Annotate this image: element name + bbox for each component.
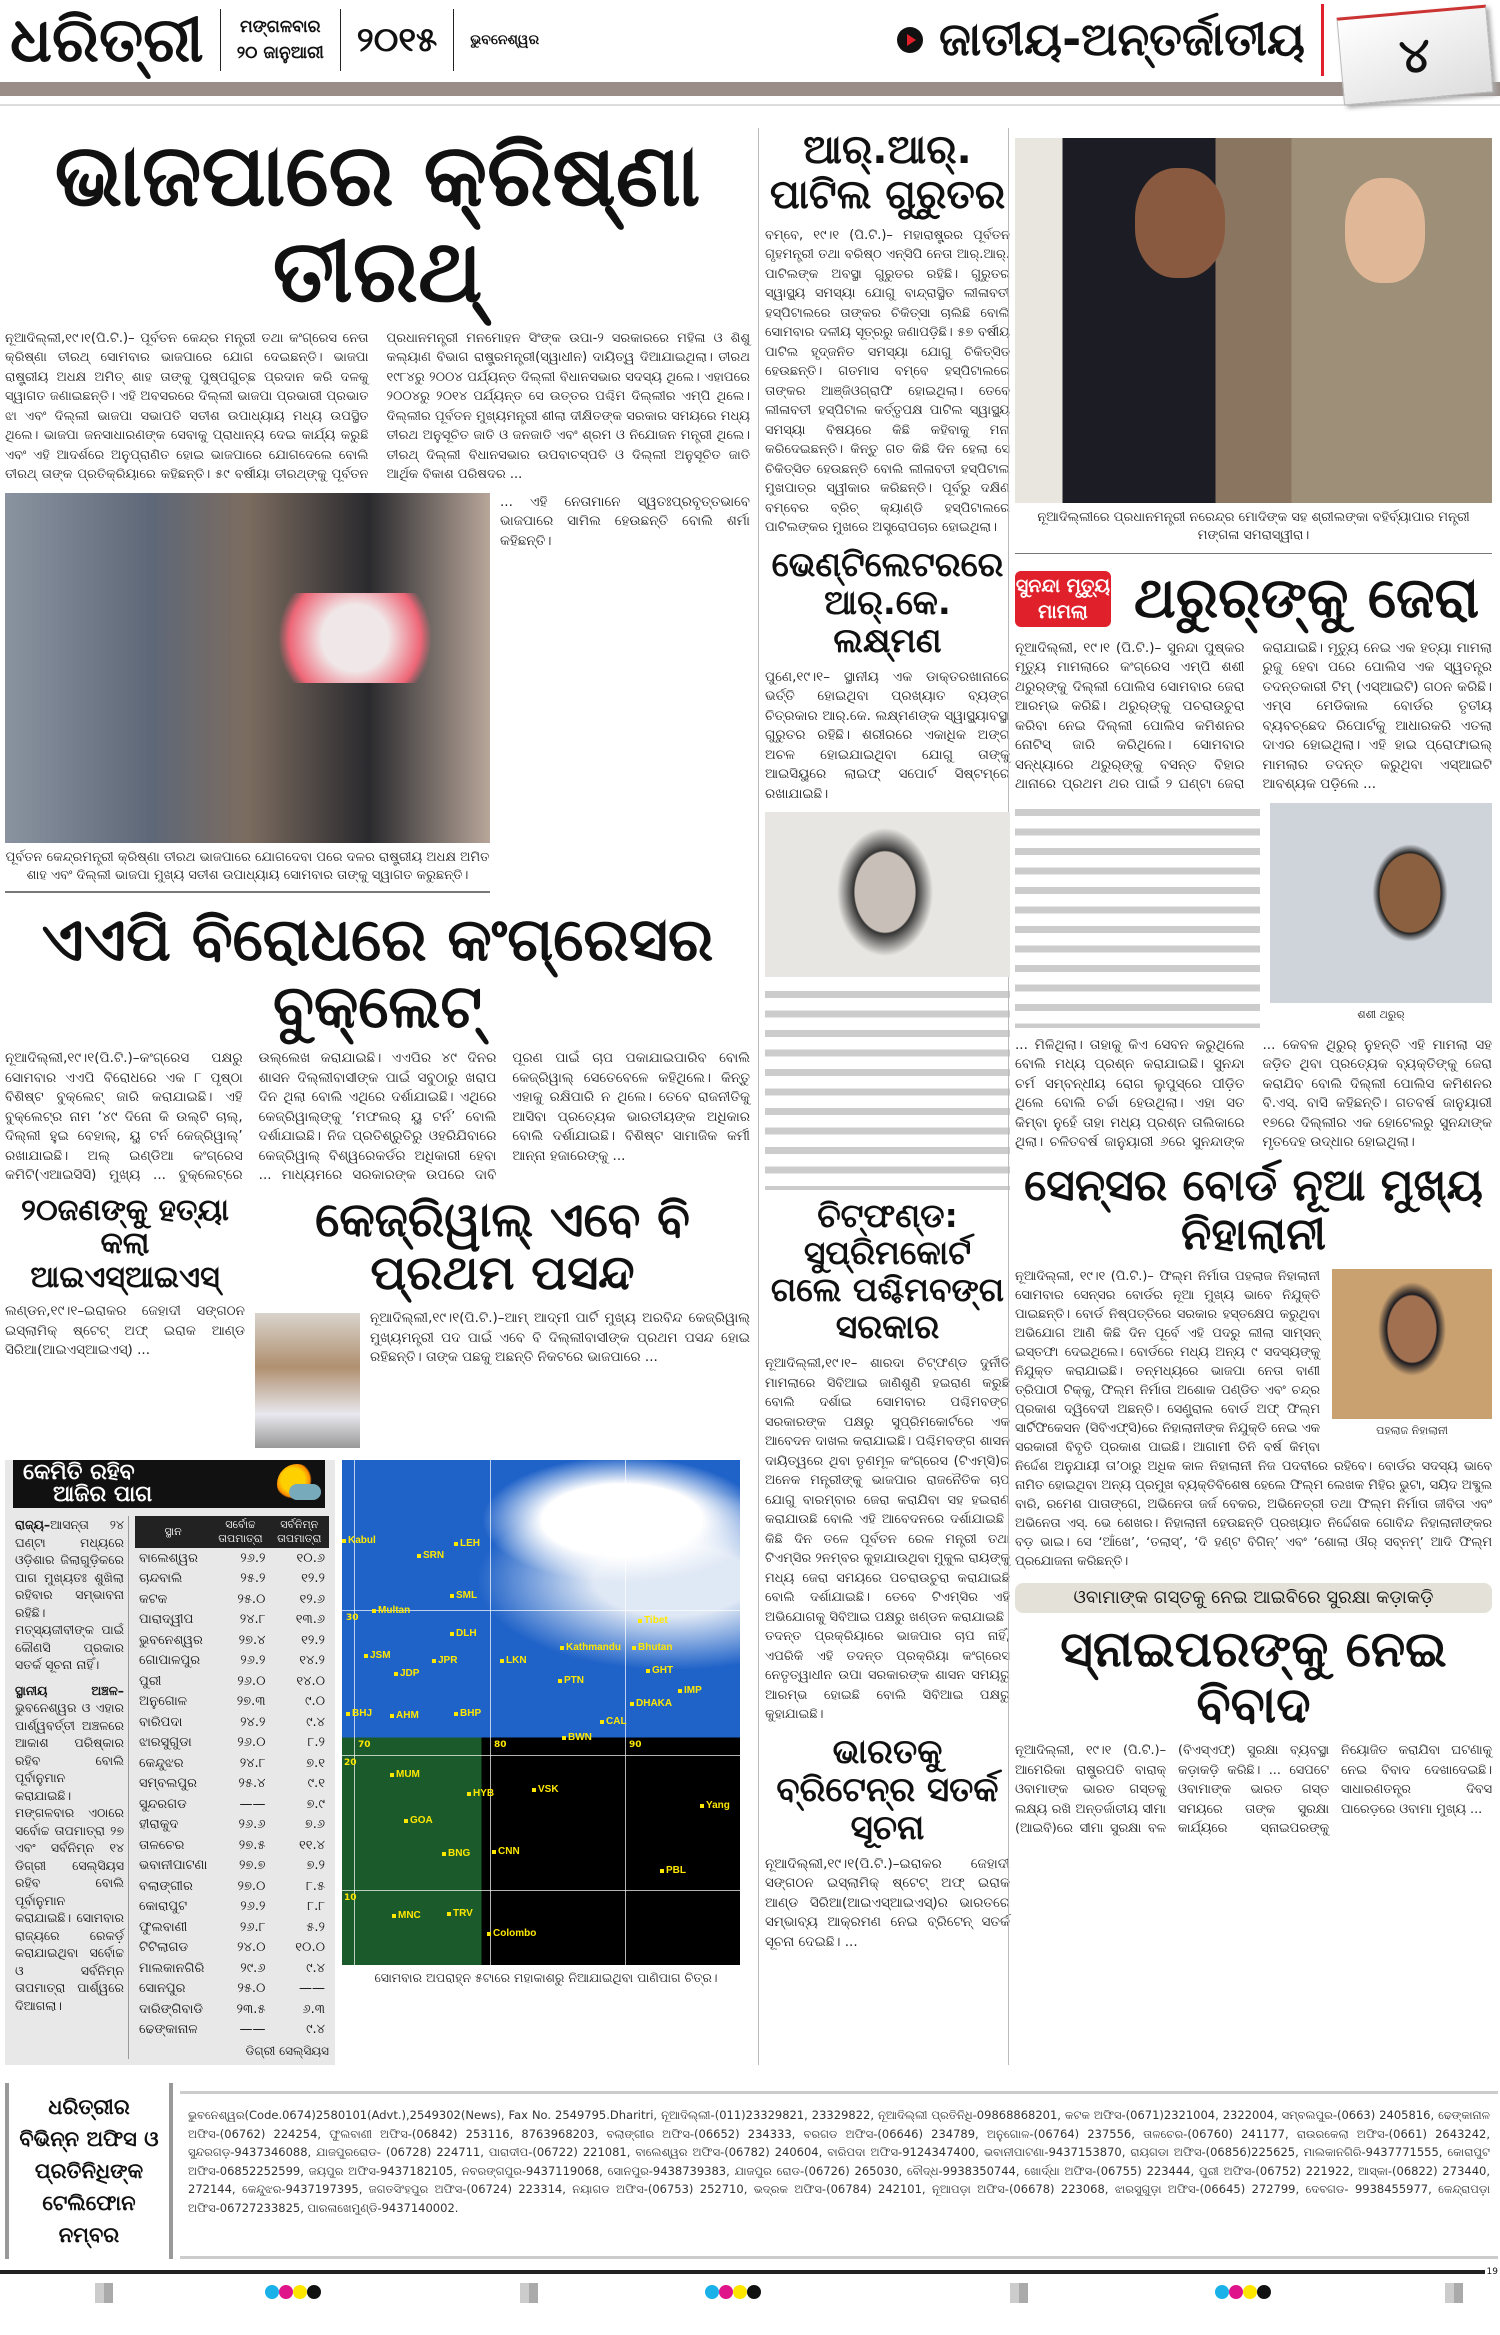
map-city-label: CAL bbox=[600, 1716, 627, 1728]
weather-min: ୧୨.୬ bbox=[299, 1591, 325, 1607]
article-isis: ଲଣ୍ଡନ,୧୯।୧–ଇରାକର ଜେହାଦୀ ସଙ୍ଗଠନ ଇସ୍‌ଲାମିକ୍ ଷ୍ଟେଟ୍ ଅଫ୍ ଇରାକ ଆଣ୍ଡ ସିରିଆ(ଆଇଏସ୍ଆଇଏସ୍) ... bbox=[5, 1303, 245, 1359]
weather-max: ୨୫.୦ bbox=[237, 1591, 266, 1607]
map-city-label: Bhutan bbox=[632, 1642, 672, 1654]
photo-kejriwal bbox=[255, 1313, 360, 1448]
weather-row bbox=[135, 1856, 329, 1877]
map-grid-label: 70 bbox=[358, 1740, 371, 1750]
map-city-label: HYB bbox=[467, 1788, 494, 1800]
weekday: ମଙ୍ଗଳବାର bbox=[240, 17, 321, 37]
color-registration-dot bbox=[1243, 2285, 1257, 2299]
weather-row bbox=[135, 1589, 329, 1610]
weather-row bbox=[135, 1651, 329, 1672]
map-city-label: Kabul bbox=[342, 1535, 376, 1547]
photo-nihalani bbox=[1332, 1269, 1492, 1419]
weather-row bbox=[135, 1774, 329, 1795]
weather-max: ୨୪.୦ bbox=[237, 1940, 266, 1956]
weather-row bbox=[135, 1979, 329, 2000]
headline-tirath: ଭାଜପାରେ କ୍ରିଷ୍ଣା ତୀରଥ୍ bbox=[54, 126, 701, 323]
weather-min: ୯.୪ bbox=[306, 1960, 325, 1976]
weather-min: ୧୪.୦ bbox=[296, 1673, 325, 1689]
color-registration-dot bbox=[265, 2285, 279, 2299]
map-city-label: DLH bbox=[450, 1628, 477, 1640]
weather-place: ଅନୁଗୋଳ bbox=[139, 1694, 188, 1710]
masthead-underline bbox=[0, 104, 1500, 106]
footer bbox=[5, 2083, 1498, 2259]
left-column bbox=[5, 128, 750, 2065]
weather-max: —— bbox=[239, 2022, 266, 2038]
folio: 19 bbox=[1486, 2267, 1498, 2277]
article-censor: ନୂଆଦିଲ୍ଲୀ, ୧୯।୧ (ପି.ଟି.)– ଫିଲ୍ମ ନିର୍ମାତା ପହଲାଜ ନିହାଲାନୀ ସୋମବାର ସେନ୍‌ସର ବୋର୍ଡର ନୂଆ ମୁଖ୍ୟ ଭାବେ ନିଯୁକ୍ତି ପାଇଛନ୍ତି। ବୋର୍ଡ ନିଷ୍ପତ୍ତିରେ ସରକାର ହସ୍ତକ୍ଷେପ କରୁଥିବା ଅଭିଯୋଗ ଆଣି କିଛି ଦିନ ପୂର୍ବେ ଏହି ପଦରୁ ଲୀଲା ସାମ୍‌ସନ୍ ଇସ୍ତଫା ଦେଇଥିଲେ। ବୋର୍ଡରେ ମଧ୍ୟ ଅନ୍ୟ ୯ ସଦସ୍ୟଙ୍କୁ ନିଯୁକ୍ତ କରାଯାଇଛି। ତନ୍ମଧ୍ୟରେ ଭାଜପା ନେତା ବାଣୀ ତ୍ରିପାଠୀ ଟିକ୍କୁ, ଫିଲ୍ମ ନିର୍ମାତା ଅଶୋକ ପଣ୍ଡିତ ଏବଂ ଚନ୍ଦ୍ର ପ୍ରକାଶ ଦ୍ୱିବେଦୀ ଅଛନ୍ତି। ସେଣ୍ଟ୍ରାଲ ବୋର୍ଡ ଅଫ୍ ଫିଲ୍ମ ସାର୍ଟିଫିକେସନ (ସିବିଏଫ୍‌ସି)ରେ ନିହାଲାନୀଙ୍କ ନିଯୁକ୍ତି ନେଇ ଏକ ସରକାରୀ ବିବୃତି ପ୍ରକାଶ ପାଇଛି। ଆଗାମୀ ତିନି ବର୍ଷ କିମ୍ବା ନିର୍ଦ୍ଦେଶ ଅନୁଯାୟୀ ତା’ଠାରୁ ଅଧିକ କାଳ ନିହାଲାନୀ ନିଜ ପଦବୀରେ ରହିବେ। ବୋର୍ଡର ସଦସ୍ୟ ଭାବେ ନାମିତ ହୋଇଥିବା ଅନ୍ୟ ପ୍ରମୁଖ ବ୍ୟକ୍ତିବିଶେଷ ହେଲେ ଫିଲ୍ମ ଲେଖକ ମିହିର ଭୁଟା, ସୟିଦ ଅବ୍ଦୁଲ ବାରି, ରମେଶ ପାତାଙ୍ଗେ, ଅଭିନେତା ଜର୍ଜ ବେକର, ଅଭିନେତ୍ରୀ ତଥା ଫିଲ୍ମ ନିର୍ମାତା ଜୀବିତା ଏବଂ ଅଭିନେତା ଏସ୍. ଭେ ଶେଖର। ନିହାଲାନୀ ହେଉଛନ୍ତି ପ୍ରଖ୍ୟାତ ନିର୍ଦ୍ଦେଶକ ଗୋବିନ୍ଦ ନିହାଲାନୀଙ୍କର ବଡ଼ ଭାଇ। ସେ ‘ଆଁଖେ’, ‘ତଲାସ୍’, ‘ଦି ହଣ୍ଟ ବିଗିନ୍’ ଏବଂ ‘ଶୋଲା ଔର୍ ସବ୍‌ନମ୍’ ଆଦି ଫିଲ୍ମ ପ୍ରଯୋଜନା କରିଛନ୍ତି। bbox=[1015, 1269, 1492, 1570]
weather-place: ବଲାଙ୍ଗୀର bbox=[139, 1878, 193, 1894]
article-patil: ବମ୍ବେ, ୧୯।୧ (ପି.ଟି.)– ମହାରାଷ୍ଟ୍ରର ପୂର୍ବତନ ଗୃହମନ୍ତ୍ରୀ ତଥା ବରିଷ୍ଠ ଏନ୍‌ସିପି ନେତା ଆର୍.ଆର୍. ପାଟିଲଙ୍କ ଅବସ୍ଥା ଗୁରୁତର ରହିଛି। ଗୁରୁତର ସ୍ୱାସ୍ଥ୍ୟ ସମସ୍ୟା ଯୋଗୁ ବାନ୍ଦ୍ରାସ୍ଥିତ ଲୀଳାବତୀ ହସ୍ପିଟାଲରେ ତାଙ୍କର ଚିକିତ୍ସା ଚାଲିଛି ବୋଲି ସୋମବାର ଦଳୀୟ ସୂତ୍ରରୁ ଜଣାପଡ଼ିଛି। ୫୭ ବର୍ଷୀୟ ପାଟିଲ ହୃଦ୍‌ଜନିତ ସମସ୍ୟା ଯୋଗୁ ଚିକିତ୍ସିତ ହେଉଛନ୍ତି। ଗତମାସ ବମ୍ବେ ହସ୍ପିଟାଲରେ ତାଙ୍କର ଆଞ୍ଜିଓଗ୍ରାଫି ହୋଇଥିଲା। ତେବେ ଲୀଳାବତୀ ହସ୍ପିଟାଲ କର୍ତ୍ତୃପକ୍ଷ ପାଟିଲ ସ୍ୱାସ୍ଥ୍ୟ ସମସ୍ୟା ବିଷୟରେ କିଛି କହିବାକୁ ମନା କରିଦେଇଛନ୍ତି। କିନ୍ତୁ ଗତ କିଛି ଦିନ ହେଲା ସେ ଚିକିତ୍ସିତ ହେଉଛନ୍ତି ବୋଲି ଲୀଳାବତୀ ହସ୍ପିଟାଲ ମୁଖପାତ୍ର ସ୍ୱୀକାର କରିଛନ୍ତି। ପୂର୍ବରୁ ଦକ୍ଷିଣ ବମ୍ବେର ବ୍ରିଚ୍ କ୍ୟାଣ୍ଡି ହସ୍ପିଟାଲରେ ପାଟିଲଙ୍କର ମୁଖରେ ଅସ୍ତ୍ରୋପଚାର ହୋଇଥିଲା। bbox=[765, 227, 1010, 536]
weather-min: ୧୩.୬ bbox=[295, 1612, 325, 1628]
footer-title: ଧରିତ୍ରୀର ବିଭିନ୍ନ ଅଫିସ ଓ ପ୍ରତିନିଧିଙ୍କ ଟେଲିଫୋନ ନମ୍ବର bbox=[19, 2095, 159, 2247]
right-column bbox=[1008, 128, 1492, 2065]
weather-row bbox=[135, 1794, 329, 1815]
color-registration-dot bbox=[733, 2285, 747, 2299]
weather-min: —— bbox=[299, 1981, 325, 1997]
weather-min: ୧୪.୨ bbox=[299, 1653, 325, 1669]
weather-max: ୨୭.୭ bbox=[238, 1858, 266, 1874]
weather-row bbox=[135, 1815, 329, 1836]
weather-place: ପୁରୀ bbox=[139, 1673, 162, 1689]
map-city-label: Kathmandu bbox=[560, 1642, 621, 1654]
headline-britain: ଭାରତକୁ ବ୍ରିଟେନ୍‌ର ସତର୍କ ସୂଚନା bbox=[776, 1731, 999, 1848]
weather-place: ଫୁଲବାଣୀ bbox=[139, 1919, 188, 1935]
weather-place: ପାରାଦ୍ୱୀପ bbox=[139, 1612, 194, 1628]
weather-place: ମାଲକାନଗିରି bbox=[139, 1960, 205, 1976]
weather-max: ୨୬.୨ bbox=[240, 1550, 266, 1566]
weather-min: ୭.୯ bbox=[306, 1796, 325, 1812]
divider bbox=[220, 9, 221, 71]
photo-tirath-shah bbox=[5, 493, 490, 843]
weather-max: ୨୬.୮ bbox=[239, 1919, 266, 1935]
weather-place: ସମ୍ବଲପୁର bbox=[139, 1776, 197, 1792]
headline-censor: ସେନ୍‌ସର ବୋର୍ଡ ନୂଆ ମୁଖ୍ୟ ନିହାଲାନୀ bbox=[1024, 1159, 1483, 1260]
weather-min: ୮.୫ bbox=[305, 1878, 325, 1894]
weather-max: ୨୫.୨ bbox=[240, 1571, 266, 1587]
map-city-label: SRN bbox=[417, 1550, 444, 1562]
weather-max: ୨୪.୮ bbox=[239, 1755, 266, 1771]
color-registration-dot bbox=[705, 2285, 719, 2299]
map-city-label: BNG bbox=[442, 1848, 470, 1860]
map-city-label: PTN bbox=[558, 1675, 584, 1687]
map-city-label: GHT bbox=[646, 1665, 673, 1677]
weather-place: ଢେଙ୍କାନାଳ bbox=[139, 2022, 198, 2038]
map-city-label: LKN bbox=[500, 1655, 527, 1667]
article-laxman-continued bbox=[765, 985, 1010, 1190]
weather-row bbox=[135, 1835, 329, 1856]
divider bbox=[340, 9, 341, 71]
local-forecast: ଭୁବନେଶ୍ୱର ଓ ଏହାର ପାର୍ଶ୍ୱବର୍ତ୍ତୀ ଅଞ୍ଚଳରେ ଆକାଶ ପରିଷ୍କାର ରହିବ ବୋଲି ପୂର୍ବାନୁମାନ କରାଯାଇଛି। ମଙ୍ଗଳବାର ଏଠାରେ ସର୍ବୋଚ୍ଚ ତାପମାତ୍ରା ୨୭ ଏବଂ ସର୍ବନିମ୍ନ ୧୪ ଡିଗ୍ରୀ ସେଲ୍‌ସିୟସ ରହିବ ବୋଲି ପୂର୍ବାନୁମାନ କରାଯାଇଛି। ସୋମବାର ରାଜ୍ୟରେ ରେକର୍ଡ଼ କରାଯାଇଥିବା ସର୍ବୋଚ୍ଚ ଓ ସର୍ବନିମ୍ନ ତାପମାତ୍ରା ପାର୍ଶ୍ୱରେ ଦିଆଗଲା। bbox=[15, 1700, 124, 2013]
bottom-rule bbox=[0, 2270, 1485, 2274]
map-city-label: DHAKA bbox=[630, 1698, 672, 1710]
weather-max: ୨୫.୪ bbox=[238, 1776, 266, 1792]
page-body bbox=[0, 128, 1500, 2065]
section-title: ଜାତୀୟ-ଅନ୍ତର୍ଜାତୀୟ bbox=[939, 12, 1305, 67]
weather-place: କେନ୍ଦୁଝର bbox=[139, 1755, 184, 1771]
weather-row bbox=[135, 1548, 329, 1569]
photo-caption-nihalani: ପହଲାଜ ନିହାଲାନୀ bbox=[1376, 1424, 1448, 1438]
weather-row bbox=[135, 1630, 329, 1651]
map-grid-label: 30 bbox=[346, 1613, 359, 1623]
weather-max: ୨୬.୦ bbox=[237, 1673, 266, 1689]
weather-min: ୭.୬ bbox=[304, 1817, 325, 1833]
weather-row bbox=[135, 1917, 329, 1938]
map-grid-label: 10 bbox=[344, 1893, 357, 1903]
sunanda-tag: ସୁନନ୍ଦା ମୃତ୍ୟୁ ମାମଲା bbox=[1015, 571, 1111, 627]
weather-min: ୭.୧ bbox=[306, 1755, 325, 1771]
map-city-label: Multan bbox=[372, 1605, 410, 1617]
weather-row bbox=[135, 1999, 329, 2020]
weather-max: ୨୭.୪ bbox=[238, 1632, 266, 1648]
map-city-label: JPR bbox=[432, 1655, 457, 1667]
weather-place: ଭବାନୀପାଟଣା bbox=[139, 1858, 208, 1874]
headline-tharoor: ଥରୁର୍‌ଙ୍କୁ ଜେରା bbox=[1133, 566, 1480, 631]
map-city-label: GOA bbox=[404, 1815, 433, 1827]
weather-max: ୨୭.୦ bbox=[237, 1878, 266, 1894]
weather-max: ୨୭.୫ bbox=[238, 1837, 266, 1853]
photo-laxman bbox=[765, 812, 1010, 977]
map-city-label: JDP bbox=[394, 1668, 419, 1680]
weather-place: କୋରାପୁଟ bbox=[139, 1899, 188, 1915]
date: ୨୦ ଜାନୁଆରୀ bbox=[236, 43, 324, 63]
edition-city: ଭୁବନେଶ୍ୱର bbox=[470, 32, 540, 48]
weather-max: ୨୫.୦ bbox=[237, 1981, 266, 1997]
weather-place: କଟକ bbox=[139, 1591, 168, 1607]
headline-patil: ଆର୍.ଆର୍. ପାଟିଲ ଗୁରୁତର bbox=[769, 127, 1006, 218]
weather-row bbox=[135, 1671, 329, 1692]
registration-mark bbox=[520, 2283, 538, 2303]
weather-max: ୨୩.୫ bbox=[236, 2001, 266, 2017]
color-registration-dot bbox=[1257, 2285, 1271, 2299]
weather-max: ୨୭.୩ bbox=[236, 1694, 266, 1710]
weather-min: ୧୨.୨ bbox=[301, 1571, 325, 1587]
weather-max: ୨୬.୨ bbox=[240, 1653, 266, 1669]
headline-chitfund: ଚିଟ୍‌ଫଣ୍ଡ: ସୁପ୍ରିମକୋର୍ଟ ଗଲେ ପଶ୍ଚିମବଙ୍ଗ ସରକାର bbox=[770, 1196, 1005, 1347]
map-city-label: SML bbox=[450, 1590, 477, 1602]
weather-min: ୧୦.୬ bbox=[296, 1550, 325, 1566]
registration-mark bbox=[1010, 2283, 1028, 2303]
weather-min: ୧୨.୨ bbox=[301, 1632, 325, 1648]
weather-row bbox=[135, 1897, 329, 1918]
weather-title-bar bbox=[13, 1460, 325, 1508]
map-city-label: BHP bbox=[454, 1708, 481, 1720]
map-city-label: JSM bbox=[364, 1650, 391, 1662]
headline-kejriwal: କେଜ୍‌ରିୱାଲ୍ ଏବେ ବି ପ୍ରଥମ ପସନ୍ଦ bbox=[315, 1191, 690, 1302]
divider bbox=[1321, 4, 1324, 76]
registration-mark bbox=[95, 2283, 113, 2303]
photo-caption-tharoor: ଶଶୀ ଥରୁର୍ bbox=[1357, 1007, 1405, 1021]
photo-tharoor bbox=[1270, 803, 1492, 1003]
photo-caption-modi: ନୂଆଦିଲ୍ଲୀରେ ପ୍ରଧାନମନ୍ତ୍ରୀ ନରେନ୍ଦ୍ର ମୋଦିଙ୍କ ସହ ଶ୍ରୀଲଙ୍କା ବହିର୍ବ୍ୟାପାର ମନ୍ତ୍ରୀ ମଙ୍ଗଳା ସମରାସ୍ୱୀରା। bbox=[1037, 510, 1470, 543]
weather-row bbox=[135, 1753, 329, 1774]
office-contacts bbox=[180, 2091, 1498, 2259]
map-gridline bbox=[342, 1890, 740, 1891]
article-kejriwal: ନୂଆଦିଲ୍ଲୀ,୧୯।୧(ପି.ଟି.)–ଆମ୍ ଆଦ୍‌ମୀ ପାର୍ଟି ମୁଖ୍ୟ ଅରବିନ୍ଦ କେଜ୍‌ରିୱାଲ୍ ମୁଖ୍ୟମନ୍ତ୍ରୀ ପଦ ପାଇଁ ଏବେ ବି ଦିଲ୍ଲୀବାସୀଙ୍କ ପ୍ରଥମ ପସନ୍ଦ ହୋଇ ରହିଛନ୍ତି। ତାଙ୍କ ପଛକୁ ଅଛନ୍ତି ନିକଟରେ ଭାଜପାରେ ... bbox=[370, 1310, 750, 1365]
weather-max: ୨୯.୬ bbox=[240, 1960, 266, 1976]
article-tirath: ନୂଆଦିଲ୍ଲୀ,୧୯।୧(ପି.ଟି.)– ପୂର୍ବତନ କେନ୍ଦ୍ର ମନ୍ତ୍ରୀ ତଥା କଂଗ୍ରେସ ନେତା କ୍ରିଷ୍ଣା ତୀରଥ୍ ସୋମବାର ଭାଜପାରେ ଯୋଗ ଦେଇଛନ୍ତି। ଭାଜପା ରାଷ୍ଟ୍ରୀୟ ଅଧକ୍ଷ ଅମିତ୍ ଶାହ ତାଙ୍କୁ ପୁଷ୍ପଗୁଚ୍ଛ ପ୍ରଦାନ କରି ଦଳକୁ ସ୍ୱାଗତ ଜଣାଇଛନ୍ତି। ଏହି ଅବସରରେ ଦିଲ୍ଲୀ ଭାଜପା ପ୍ରଭାରୀ ପ୍ରଭାତ ଝା ଏବଂ ଦିଲ୍ଲୀ ଭାଜପା ସଭାପତି ସତୀଶ ଉପାଧ୍ୟାୟ ମଧ୍ୟ ଉପସ୍ଥିତ ଥିଲେ। ଭାଜପା ଜନସାଧାରଣଙ୍କ ସେବାକୁ ପ୍ରାଧାନ୍ୟ ଦେଇ କାର୍ଯ୍ୟ କରୁଛି ଏବଂ ଏହି ଆଦର୍ଶରେ ଅନୁପ୍ରାଣିତ ହୋଇ ଭାଜପାରେ ଯୋଗଦେଲେ ବୋଲି ତୀରଥ୍ ତାଙ୍କ ପ୍ରତିକ୍ରିୟାରେ କହିଛନ୍ତି। ୫୯ ବର୍ଷୀୟା ତୀରଥ୍‌ଙ୍କୁ ପୂର୍ବତନ ପ୍ରଧାନମନ୍ତ୍ରୀ ମନମୋହନ ସିଂଙ୍କ ଉପା-୨ ସରକାରରେ ମହିଳା ଓ ଶିଶୁ କଲ୍ୟାଣ ବିଭାଗ ରାଷ୍ଟ୍ରମନ୍ତ୍ରୀ(ସ୍ୱାଧୀନ) ଦାୟିତ୍ୱ ଦିଆଯାଇଥିଲା। ତୀରଥ ୧୯୮୪ରୁ ୨୦୦୪ ପର୍ଯ୍ୟନ୍ତ ଦିଲ୍ଲୀ ବିଧାନସଭାର ସଦସ୍ୟ ଥିଲେ। ଏହାପରେ ୨୦୦୪ରୁ ୨୦୧୪ ପର୍ଯ୍ୟନ୍ତ ସେ ଉତ୍ତର ପଶ୍ଚିମ ଦିଲ୍ଲୀର ଏମ୍‌ପି ଥିଲେ। ଦିଲ୍ଲୀର ପୂର୍ବତନ ମୁଖ୍ୟମନ୍ତ୍ରୀ ଶୀଲା ଦୀକ୍ଷିତଙ୍କ ସରକାର ସମୟରେ ମଧ୍ୟ ତୀରଥ ଅନୁସୂଚିତ ଜାତି ଓ ଜନଜାତି ଏବଂ ଶ୍ରମ ଓ ନିଯୋଜନ ମନ୍ତ୍ରୀ ଥିଲେ। ତୀରଥ୍ ଦିଲ୍ଲୀ ବିଧାନସଭାର ଉପବାଚସ୍ପତି ଓ ଦିଲ୍ଲୀ ଅନୁସୂଚିତ ଜାତି ଆର୍ଥିକ ବିକାଶ ପରିଷଦର ... bbox=[5, 330, 750, 483]
map-city-label: TRV bbox=[447, 1908, 473, 1920]
article-tharoor: ନୂଆଦିଲ୍ଲୀ, ୧୯।୧ (ପି.ଟି.)– ସୁନନ୍ଦା ପୁଷ୍କର ମୃତ୍ୟୁ ମାମଲାରେ କଂଗ୍ରେସ ଏମ୍‌ପି ଶଶୀ ଥରୁର୍‌ଙ୍କୁ ଦିଲ୍ଲୀ ପୋଲିସ ସୋମବାର ଜେରା ଆରମ୍ଭ କରିଛି। ଥରୁର୍‌ଙ୍କୁ ପଚରାଉଚୁରା କରିବା ନେଇ ଦିଲ୍ଲୀ ପୋଲିସ କମିଶନର ନୋଟିସ୍ ଜାରି କରିଥିଲେ। ସୋମବାର ସନ୍ଧ୍ୟାରେ ଥରୁର୍‌ଙ୍କୁ ବସନ୍ତ ବିହାର ଥାନାରେ ପ୍ରଥମ ଥର ପାଇଁ ୨ ଘଣ୍ଟା ଜେରା କରାଯାଇଛି। ମୃତ୍ୟୁ ନେଇ ଏକ ହତ୍ୟା ମାମଲା ରୁଜୁ ହେବା ପରେ ପୋଲିସ ଏକ ସ୍ୱତନ୍ତ୍ର ତଦନ୍ତକାରୀ ଟିମ୍ (ଏସ୍ଆଇଟି) ଗଠନ କରିଛି। ଏମ୍ସ ମେଡିକାଲ ବୋର୍ଡର ତୃତୀୟ ବ୍ୟବଚ୍ଛେଦ ରିପୋର୍ଟକୁ ଆଧାରକରି ଏତଲା ଦାଏର ହୋଇଥିଲା। ଏହି ହାଇ ପ୍ରୋଫାଇଲ୍ ମାମଲାର ତଦନ୍ତ କରୁଥିବା ଏସ୍ଆଇଟି ଆବଶ୍ୟକ ପଡ଼ିଲେ ... bbox=[1015, 639, 1492, 793]
sun-cloud-icon bbox=[277, 1464, 317, 1504]
map-city-label: IMP bbox=[678, 1685, 702, 1697]
page-number-badge bbox=[1336, 5, 1493, 106]
map-gridline bbox=[342, 1755, 740, 1756]
weather-text bbox=[5, 1516, 129, 2059]
map-city-label: Colombo bbox=[487, 1928, 536, 1940]
weather-place: ଦାରିଙ୍ଗିବାଡି bbox=[139, 2001, 203, 2017]
weather-place: ସୁନ୍ଦରଗଡ bbox=[139, 1796, 187, 1812]
weather-place: ଗୋପାଳପୁର bbox=[139, 1653, 201, 1669]
color-registration-dot bbox=[1215, 2285, 1229, 2299]
play-icon bbox=[897, 27, 923, 53]
map-city-label: LEH bbox=[454, 1538, 480, 1550]
weather-place: ଚାନ୍ଦବାଲି bbox=[139, 1571, 183, 1587]
weather-place: ଝାରସୁଗୁଡା bbox=[139, 1735, 192, 1751]
article-tharoor-continued: ... ମିଳିଥିଲା। ତାହାକୁ କିଏ ସେବନ କରୁଥିଲେ ବୋଲି ମଧ୍ୟ ପ୍ରଶ୍ନ କରାଯାଇଛି। ସୁନନ୍ଦା ଚର୍ମ ସମ୍ବନ୍ଧୀୟ ରୋଗ ଲୁପୁସ୍‌ରେ ପୀଡ଼ିତ ଥିଲେ ବୋଲି ଚର୍ଚ୍ଚା ହେଉଥିଲା। ଏହା ସତ କିମ୍ବା ନୁହେଁ ତାହା ମଧ୍ୟ ପ୍ରଶ୍ନ ତାଲିକାରେ ଥିଲା। ଚଳିତବର୍ଷ ଜାନୁୟାରୀ ୬ରେ ସୁନନ୍ଦାଙ୍କ ... କେବଳ ଥିରୁର୍ ନୁହନ୍ତି ଏହି ମାମଲା ସହ ଜଡ଼ିତ ଥିବା ପ୍ରତ୍ୟେକ ବ୍ୟକ୍ତିଙ୍କୁ ଜେରା କରାଯିବ ବୋଲି ଦିଲ୍ଲୀ ପୋଲିସ କମିଶନର ବି.ଏସ୍. ବାସି କହିଛନ୍ତି। ଗତବର୍ଷ ଜାନୁୟାରୀ ୧୭ରେ ଦିଲ୍ଲୀର ଏକ ହୋଟେଲରୁ ସୁନନ୍ଦାଙ୍କ ମୃତଦେହ ଉଦ୍ଧାର ହୋଇଥିଲା। bbox=[1015, 1036, 1492, 1151]
weather-row bbox=[135, 1692, 329, 1713]
masthead-bar bbox=[0, 82, 1500, 96]
weather-min: ୬.୩ bbox=[302, 2001, 325, 2017]
map-city-label: BHJ bbox=[346, 1708, 372, 1720]
map-gridline bbox=[490, 1460, 491, 1965]
map-city-label: Tibet bbox=[638, 1615, 668, 1627]
map-city-label: MNC bbox=[392, 1910, 421, 1922]
col-place: ସ୍ଥାନ bbox=[135, 1516, 211, 1548]
weather-min: ୯.୦ bbox=[304, 1694, 325, 1710]
weather-place: ତାଳଚେର bbox=[139, 1837, 185, 1853]
temperature-unit: ଡିଗ୍ରୀ ସେଲ୍‌ସିୟସ bbox=[245, 2044, 329, 2058]
weather-min: ୭.୨ bbox=[306, 1858, 325, 1874]
article-booklet: ନୂଆଦିଲ୍ଲୀ,୧୯।୧(ପି.ଟି.)–କଂଗ୍ରେସ ପକ୍ଷରୁ ସୋମବାର ଏଏପି ବିରୋଧରେ ଏକ ୮ ପୃଷ୍ଠା ବିଶିଷ୍ଟ ବୁକ୍‌ଲେଟ୍ ଜାରି କରାଯାଇଛି। ଏହି ବୁକ୍‌ଲେଟ୍‌ର ନାମ ‘୪୯ ଦିନୋ କି ଉଲ୍‌ଟି ଚାଲ୍, ଦିଲ୍ଲୀ ହୁଇ ବେହାଲ୍, ୟୁ ଟର୍ନ କେଜ୍‌ରିୱାଲ୍’ ରଖାଯାଇଛି। ଅଲ୍ ଇଣ୍ଡିଆ କଂଗ୍ରେସ କମିଟି(ଏଆଇସିସି) ମୁଖ୍ୟ ... ବୁକ୍‌ଲେଟ୍‌ରେ ଉଲ୍ଲେଖ କରାଯାଇଛି। ଏଏପିର ୪୯ ଦିନର ଶାସନ ଦିଲ୍ଲୀବାସୀଙ୍କ ପାଇଁ ସବୁଠାରୁ ଖରାପ ଦିନ ଥିଲା ବୋଲି ଏଥିରେ ଦର୍ଶାଯାଇଛି। ଏଥିରେ କେଜ୍‌ରିୱାଲ୍‌ଙ୍କୁ ‘ମଫଲର୍ ୟୁ ଟର୍ନ’ ବୋଲି ଦର୍ଶାଯାଇଛି। ନିଜ ପ୍ରତିଶ୍ରୁତିରୁ ଓହରିଯିବାରେ କେଜ୍‌ରିୱାଲ୍ ବିଶ୍ୱରେକର୍ଡର ଅଧିକାରୀ ହେବା ... ମାଧ୍ୟମରେ ସରକାରଙ୍କ ଉପରେ ଦାବି ପୂରଣ ପାଇଁ ଚାପ ପକାଯାଇପାରିବ ବୋଲି କେଜ୍‌ରିୱାଲ୍ ସେତେବେଳେ କହିଥିଲେ। କିନ୍ତୁ ଏହାକୁ ରକ୍ଷିପାରି ନ ଥିଲେ। ତେବେ ରାଜନୀତିକୁ ଆସିବା ପ୍ରତ୍ୟେକ ଭାରତୀୟଙ୍କ ଅଧିକାର ବୋଲି ଦର୍ଶାଯାଇଛି। ବିଶିଷ୍ଟ ସାମାଜିକ କର୍ମୀ ଆନ୍ନା ହଜାରେଙ୍କୁ ... bbox=[5, 1050, 750, 1183]
col-max: ସର୍ବୋଚ୍ଚ ତାପମାତ୍ରା bbox=[211, 1516, 269, 1548]
obama-banner: ଓବାମାଙ୍କ ଗସ୍ତକୁ ନେଇ ଆଇବିରେ ସୁରକ୍ଷା କଡ଼ାକଡ଼ି bbox=[1015, 1583, 1492, 1613]
weather-place: ହୀରାକୁଦ bbox=[139, 1817, 179, 1833]
temperature-table bbox=[135, 1516, 329, 2040]
map-caption: ସୋମବାର ଅପରାହ୍ନ ୫ଟାରେ ମହାକାଶରୁ ନିଆଯାଇଥିବା ପାଣିପାଗ ଚିତ୍ର। bbox=[374, 1970, 718, 1985]
state-label: ରାଜ୍ୟ– bbox=[15, 1517, 51, 1532]
weather-place: ସୋନପୁର bbox=[139, 1981, 186, 1997]
weather-place: ଭୁବନେଶ୍ୱର bbox=[139, 1632, 203, 1648]
map-city-label: CNN bbox=[492, 1846, 520, 1858]
map-city-label: Yang bbox=[700, 1800, 730, 1812]
photo-modi-samaraweera bbox=[1015, 138, 1492, 503]
article-laxman: ପୁଣେ,୧୯।୧– ସ୍ଥାନୀୟ ଏକ ଡାକ୍ତରଖାନାରେ ଭର୍ତ୍ତି ହୋଇଥିବା ପ୍ରଖ୍ୟାତ ବ୍ୟଙ୍ଗ ଚିତ୍ରକାର ଆର୍.କେ. ଲକ୍ଷ୍ମଣଙ୍କ ସ୍ୱାସ୍ଥ୍ୟାବସ୍ଥା ଗୁରୁତର ରହିଛି। ଶରୀରରେ ଏକାଧିକ ଅଙ୍ଗ ଅଚଳ ହୋଇଯାଇଥିବା ଯୋଗୁ ତାଙ୍କୁ ଆଇସିୟୁରେ ଲାଇଫ୍ ସପୋର୍ଟ ସିଷ୍ଟମ୍‌ରେ ରଖାଯାଇଛି। bbox=[765, 668, 1010, 802]
map-city-label: BWN bbox=[562, 1732, 592, 1744]
weather-min: ୯.୧ bbox=[307, 1776, 325, 1792]
weather-min: ୯.୪ bbox=[306, 1714, 325, 1730]
article-tirath-continued: ... ଏହି ନେତାମାନେ ସ୍ୱତଃପ୍ରବୃତ୍ତଭାବେ ଭାଜପାରେ ସାମିଲ ହେଉଛନ୍ତି ବୋଲି ଶର୍ମା କହିଛନ୍ତି। bbox=[500, 493, 750, 549]
headline-sniper: ସ୍ନାଇପରଙ୍କୁ ନେଇ ବିବାଦ bbox=[1060, 1620, 1447, 1735]
article-chitfund: ନୂଆଦିଲ୍ଲୀ,୧୯।୧– ଶାରଦା ଚିଟ୍‌ଫଣ୍ଡ ଦୁର୍ନୀତି ମାମଲାରେ ସିବିଆଇ ଜାଣିଶୁଣି ହଇରାଣ କରୁଛି ବୋଲି ଦର୍ଶାଇ ସୋମବାର ପଶ୍ଚିମବଙ୍ଗ ସରକାରଙ୍କ ପକ୍ଷରୁ ସୁପ୍ରିମକୋର୍ଟରେ ଏକ ଆବେଦନ ଦାଖଲ କରାଯାଇଛି। ପଶ୍ଚିମବଙ୍ଗ ଶାସନ ଦାୟିତ୍ୱରେ ଥିବା ତୃଣମୂଳ କଂଗ୍ରେସ (ଟିଏମ୍‌ସି)ର ଅନେକ ମନ୍ତ୍ରୀଙ୍କୁ ଭାଜପାର ରାଜନୈତିକ ଚାପ ଯୋଗୁ ବାରମ୍ବାର ଜେରା କରାଯିବା ସହ ହଇରାଣ କରାଯାଉଛି ବୋଲି ଏହି ଆବେଦନରେ ଦର୍ଶାଯାଇଛି। କିଛି ଦିନ ତଳେ ପୂର୍ବତନ ରେଳ ମନ୍ତ୍ରୀ ତଥା ଟିଏମ୍‌ସିର ୨ନମ୍ବର କୁହାଯାଉଥିବା ମୁକୁଲ ରାୟଙ୍କୁ ମଧ୍ୟ ଜେରା ସମୟରେ ପଚରାଉଚୁରା କରାଯାଇଛି ବୋଲି ଦର୍ଶାଯାଇଛି। ତେବେ ଟିଏମ୍‌ସିର ଏହି ଅଭିଯୋଗକୁ ସିବିଆଇ ପକ୍ଷରୁ ଖଣ୍ଡନ କରାଯାଇଛି। ତଦନ୍ତ ପ୍ରକ୍ରିୟାରେ ଭାଜପାର ଚାପ ନାହିଁ, ଏପରିକି ଏହି ତଦନ୍ତ ପ୍ରକ୍ରିୟା କଂଗ୍ରେସ ନେତୃତ୍ୱାଧୀନ ଉପା ସରକାରଙ୍କ ଶାସନ ସମୟରୁ ଆରମ୍ଭ ହୋଇଛି ବୋଲି ସିବିଆଇ ପକ୍ଷରୁ କୁହାଯାଇଛି। bbox=[765, 1356, 1010, 1723]
weather-row bbox=[135, 1610, 329, 1631]
newspaper-logo: ଧରିତ୍ରୀ bbox=[10, 3, 204, 77]
map-city-label: AHM bbox=[390, 1710, 419, 1722]
map-city-label: VSK bbox=[532, 1784, 559, 1796]
weather-max: ୨୪.୨ bbox=[240, 1714, 266, 1730]
weather-row bbox=[135, 1958, 329, 1979]
weather-place: ଟିଟିଲାଗଡ bbox=[139, 1940, 189, 1956]
divider bbox=[453, 9, 454, 71]
weather-title-2: ଆଜିର ପାଗ bbox=[53, 1482, 153, 1507]
state-forecast: ଆସନ୍ତା ୨୪ ଘଣ୍ଟା ମଧ୍ୟରେ ଓଡ଼ିଶାର ଜିଲାଗୁଡ଼ିକରେ ପାଗ ମୁଖ୍ୟତଃ ଶୁଖିଲା ରହିବାର ସମ୍ଭାବନା ରହିଛି। ମତ୍ସ୍ୟଜୀବୀଙ୍କ ପାଇଁ କୌଣସି ପ୍ରକାର ସତର୍କ ସୂଚନା ନାହିଁ। bbox=[15, 1517, 124, 1672]
map-grid-label: 90 bbox=[629, 1740, 642, 1750]
weather-min: ୧୦.୦ bbox=[295, 1940, 325, 1956]
color-registration-dot bbox=[719, 2285, 733, 2299]
weather-box bbox=[5, 1460, 335, 2065]
weather-title-1: କେମିତି ରହିବ bbox=[23, 1460, 135, 1485]
weather-max: ୨୬.୬ bbox=[238, 1817, 266, 1833]
color-registration-dot bbox=[279, 2285, 293, 2299]
article-tharoor-left bbox=[1015, 803, 1260, 1028]
weather-min: ୯.୪ bbox=[306, 2022, 325, 2038]
weather-row bbox=[135, 1569, 329, 1590]
divider bbox=[1015, 553, 1492, 554]
weather-min: ୮.୮ bbox=[307, 1899, 325, 1915]
weather-min: ୫.୨ bbox=[306, 1919, 325, 1935]
divider bbox=[5, 891, 490, 893]
weather-row bbox=[135, 1733, 329, 1754]
footer-title-box bbox=[5, 2083, 173, 2259]
color-registration-dot bbox=[293, 2285, 307, 2299]
headline-booklet: ଏଏପି ବିରୋଧରେ କଂଗ୍ରେସର ବୁକ୍‌ଲେଟ୍ bbox=[41, 904, 714, 1042]
satellite-map bbox=[342, 1460, 740, 1965]
headline-isis: ୨୦ଜଣଙ୍କୁ ହତ୍ୟା କଲା ଆଇଏସ୍ଆଇଏସ୍ bbox=[21, 1192, 229, 1295]
middle-column bbox=[758, 128, 1010, 2065]
weather-max: —— bbox=[239, 1796, 266, 1812]
col-min: ସର୍ବନିମ୍ନ ତାପମାତ୍ରା bbox=[269, 1516, 329, 1548]
weather-row bbox=[135, 1876, 329, 1897]
map-grid-label: 20 bbox=[344, 1758, 357, 1768]
photo-caption-tirath: ପୂର୍ବତନ କେନ୍ଦ୍ରମନ୍ତ୍ରୀ କ୍ରିଷ୍ଣା ତୀରଥ ଭାଜପାରେ ଯୋଗଦେବା ପରେ ଦଳର ରାଷ୍ଟ୍ରୀୟ ଅଧକ୍ଷ ଅମିତ ଶାହ ଏବଂ ଦିଲ୍ଲୀ ଭାଜପା ମୁଖ୍ୟ ସତୀଶ ଉପାଧ୍ୟାୟ ସୋମବାର ତାଙ୍କୁ ସ୍ୱାଗତ କରୁଛନ୍ତି। bbox=[5, 849, 490, 883]
article-britain: ନୂଆଦିଲ୍ଲୀ,୧୯।୧(ପି.ଟି.)–ଇରାକର ଜେହାଦୀ ସଙ୍ଗଠନ ଇସ୍‌ଲାମିକ୍ ଷ୍ଟେଟ୍ ଅଫ୍ ଇରାକ ଆଣ୍ଡ ସିରିଆ(ଆଇଏସ୍ଆଇଏସ୍)ର ଭାରତରେ ସମ୍ଭାବ୍ୟ ଆକ୍ରମଣ ନେଇ ବ୍ରିଟେନ୍ ସତର୍କ ସୂଚନା ଦେଇଛି। ... bbox=[765, 1855, 1010, 1950]
color-registration-dot bbox=[307, 2285, 321, 2299]
weather-place: ବାରିପଦା bbox=[139, 1714, 183, 1730]
office-contacts-text: ଭୁବନେଶ୍ୱର(Code.0674)2580101(Advt.),2549302(News), Fax No. 2549795.Dharitri, ନୂଆଦିଲ୍ଲୀ-(011)23329821, 23329822, ନୂଆଦିଲ୍ଲୀ ପ୍ରତିନିଧି-09868868201, କଟକ ଅଫିସ-(0671)2321004, 2322004, ସମ୍ବଲପୁର-(0663) 2405816, ଢେଙ୍କାନାଳ ଅଫିସ-(06762) 224254, ଫୁଲବାଣୀ ଅଫିସ-(06842) 253116, 8763968203, ବଲାଙ୍ଗୀର ଅଫିସ-(06652) 234333, ବରଗଡ ଅଫିସ-(06646) 234789, ଅନୁଗୋଳ-(06764) 237556, ତାଳଚେର-(06760) 241177, ରାଉରକେଲା ଅଫିସ-(0661) 2643242, ସୁନ୍ଦରଗଡ଼-9437346088, ଯାଜପୁରରୋଡ- (06728) 224711, ପାରାଦୀପ-(06722) 221081, ବାଲେଶ୍ୱର ଅଫିସ-(06782) 240604, ବାରିପଦା ଅଫିସ-9124347400, ଭବାନୀପାଟଣା-9437153870, ରାୟଗଡା ଅଫିସ-(06856)225625, ମାଲକାନଗିରି-9437771555, କୋରାପୁଟ ଅଫିସ-06852252599, ଜୟପୁର ଅଫିସ-9437182105, ନବରଙ୍ଗପୁର-9437119068, ସୋନପୁର-9438739383, ଯାଜପୁର ରୋଡ-(06726) 265030, ବୌଦ୍ଧ-9938350744, ଖୋର୍ଦ୍ଧା ଅଫିସ-(06755) 223444, ପୁରୀ ଅଫିସ-(06752) 221922, ଆସ୍କା-(06822) 273440, 272144, କେନ୍ଦୁଝର-9437197395, ଜଗତସିଂହପୁର ଅଫିସ-(06724) 223314, ନୟାଗଡ ଅଫିସ-(06753) 252710, ଭଦ୍ରକ ଅଫିସ-(06784) 242101, ନୂଆପଡ଼ା ଅଫିସ-(06678) 223068, ଝାରସୁଗୁଡ଼ା ଅଫିସ-(06645) 272799, ଦେବଗଡ- 9938455977, କେନ୍ଦ୍ରାପଡ଼ା ଅଫିସ-06727233825, ପାରଳାଖେମୁଣ୍ଡି-9437140002. bbox=[188, 2108, 1490, 2215]
weather-row bbox=[135, 2020, 329, 2041]
weather-max: ୨୬.୨ bbox=[240, 1899, 266, 1915]
weather-min: ୮.୨ bbox=[307, 1735, 325, 1751]
censor-article-block bbox=[1015, 1267, 1492, 1571]
local-label: ସ୍ଥାନୀୟ ଅଞ୍ଚଳ– bbox=[15, 1682, 124, 1698]
weather-row bbox=[135, 1712, 329, 1733]
weather-max: ୨୪.୮ bbox=[239, 1612, 266, 1628]
year: ୨୦୧୫ bbox=[356, 20, 438, 60]
map-grid-label: 80 bbox=[494, 1740, 507, 1750]
weather-max: ୨୬.୦ bbox=[237, 1735, 266, 1751]
article-sniper: ନୂଆଦିଲ୍ଲୀ, ୧୯।୧ (ପି.ଟି.)– ଆମେରିକା ରାଷ୍ଟ୍ରପତି ବାରାକ୍ ଓବାମାଙ୍କ ଭାରତ ଗସ୍ତକୁ ଲକ୍ଷ୍ୟ ରଖି ଅନ୍ତର୍ଜାତୀୟ ସୀମା (ଆଇବି)ରେ ସୀମା ସୁରକ୍ଷା ବଳ (ବିଏସ୍ଏଫ୍) ସୁରକ୍ଷା ବ୍ୟବସ୍ଥା କଡ଼ାକଡ଼ି କରିଛି। ... ସେପଟେ ଓବାମାଙ୍କ ଭାରତ ଗସ୍ତ ସମୟରେ ତାଙ୍କ ସୁରକ୍ଷା କାର୍ଯ୍ୟରେ ସ୍ନାଇପରଙ୍କୁ ନିୟୋଜିତ କରାଯିବା ଘଟଣାକୁ ନେଇ ବିବାଦ ଦେଖାଦେଇଛି। ସାଧାରଣତନ୍ତ୍ର ଦିବସ ପାରେଡ଼ରେ ଓବାମା ମୁଖ୍ୟ ... bbox=[1015, 1743, 1492, 1837]
weather-min: ୧୧.୪ bbox=[298, 1837, 325, 1853]
map-gridline bbox=[625, 1460, 626, 1965]
registration-mark bbox=[1445, 2283, 1463, 2303]
color-registration-dot bbox=[747, 2285, 761, 2299]
weather-row bbox=[135, 1938, 329, 1959]
color-registration-dot bbox=[1229, 2285, 1243, 2299]
headline-laxman: ଭେଣ୍ଟିଲେଟରରେ ଆର୍.କେ. ଲକ୍ଷ୍ମଣ bbox=[771, 544, 1004, 661]
map-city-label: MUM bbox=[390, 1769, 420, 1781]
map-city-label: PBL bbox=[660, 1865, 686, 1877]
date-block bbox=[237, 14, 324, 66]
masthead bbox=[0, 0, 1500, 86]
weather-place: ବାଲେଶ୍ୱର bbox=[139, 1550, 198, 1566]
page-number: ୪ bbox=[1397, 26, 1433, 86]
nihalani-figure bbox=[1332, 1269, 1492, 1440]
